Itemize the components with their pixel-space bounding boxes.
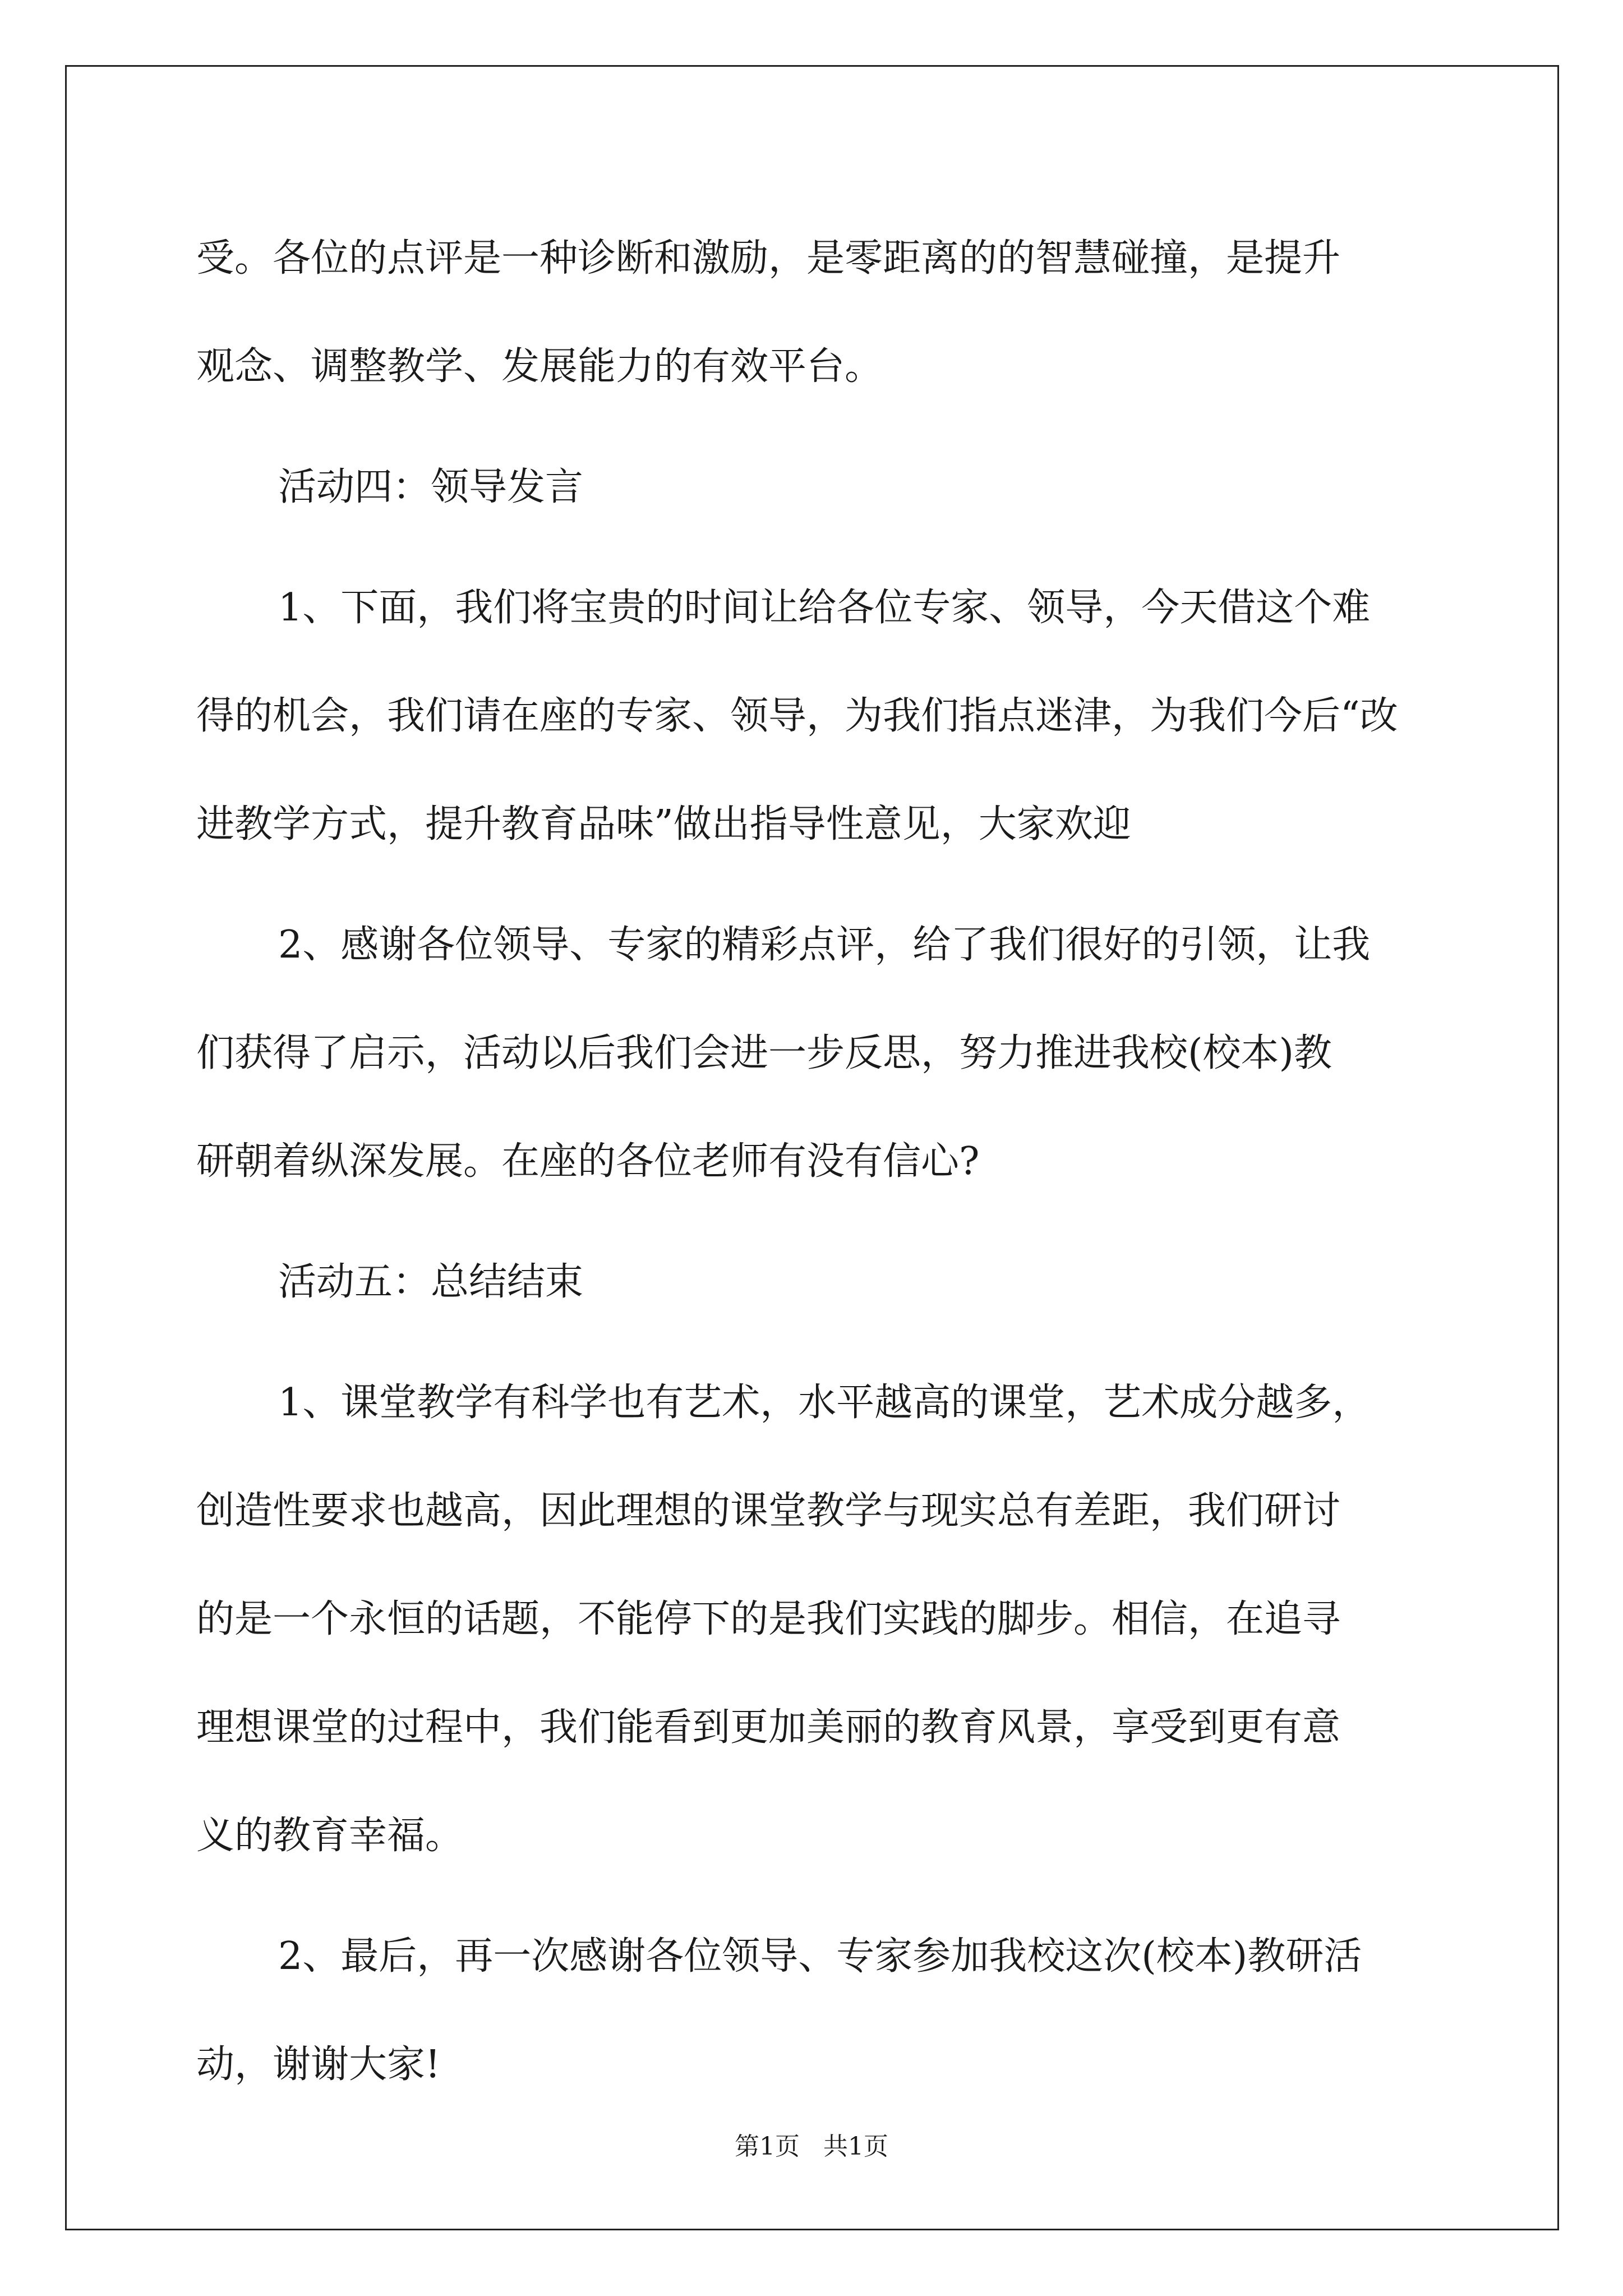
- paragraph-line: 动，谢谢大家!: [196, 2042, 441, 2087]
- paragraph-line: 义的教育幸福。: [196, 1814, 464, 1858]
- paragraph-line: 1、下面，我们将宝贵的时间让给各位专家、领导，今天借这个难: [278, 586, 1371, 630]
- paragraph-line: 2、最后，再一次感谢各位领导、专家参加我校这次(校本)教研活: [278, 1934, 1362, 1978]
- paragraph-1: [196, 204, 1430, 421]
- paragraph-line: 1、课堂教学有科学也有艺术，水平越高的课堂，艺术成分越多，: [278, 1381, 1371, 1425]
- section-heading: 活动四：领导发言: [278, 465, 584, 509]
- section-heading-activity-4: [196, 433, 1430, 541]
- paragraph-line: 创造性要求也越高，因此理想的课堂教学与现实总有差距，我们研讨: [196, 1489, 1341, 1533]
- page-total: 共1页: [823, 2132, 888, 2161]
- paragraph-line: 的是一个永恒的话题，不能停下的是我们实践的脚步。相信，在追寻: [196, 1597, 1341, 1641]
- paragraph-line: 进教学方式，提升教育品味”做出指导性意见，大家欢迎: [196, 802, 1131, 846]
- paragraph-7: [196, 1902, 1430, 2119]
- page-footer: [0, 2126, 1623, 2162]
- paragraph-4: [196, 891, 1430, 1216]
- paragraph-line: 2、感谢各位领导、专家的精彩点评，给了我们很好的引领，让我: [278, 923, 1371, 967]
- document-body: [196, 204, 1430, 2131]
- paragraph-line: 们获得了启示，活动以后我们会进一步反思，努力推进我校(校本)教: [196, 1031, 1332, 1075]
- paragraph-line: 观念、调整教学、发展能力的有效平台。: [196, 344, 883, 389]
- page-number: 第1页: [735, 2132, 800, 2161]
- paragraph-line: 理想课堂的过程中，我们能看到更加美丽的教育风景，享受到更有意: [196, 1705, 1341, 1750]
- section-heading: 活动五：总结结束: [278, 1260, 584, 1304]
- paragraph-line: 得的机会，我们请在座的专家、领导，为我们指点迷津，为我们今后“改: [196, 694, 1398, 738]
- paragraph-line: 研朝着纵深发展。在座的各位老师有没有信心?: [196, 1139, 980, 1184]
- section-heading-activity-5: [196, 1228, 1430, 1336]
- paragraph-line: 受。各位的点评是一种诊断和激励，是零距离的的智慧碰撞，是提升: [196, 236, 1341, 280]
- paragraph-6: [196, 1349, 1430, 1890]
- paragraph-3: [196, 554, 1430, 878]
